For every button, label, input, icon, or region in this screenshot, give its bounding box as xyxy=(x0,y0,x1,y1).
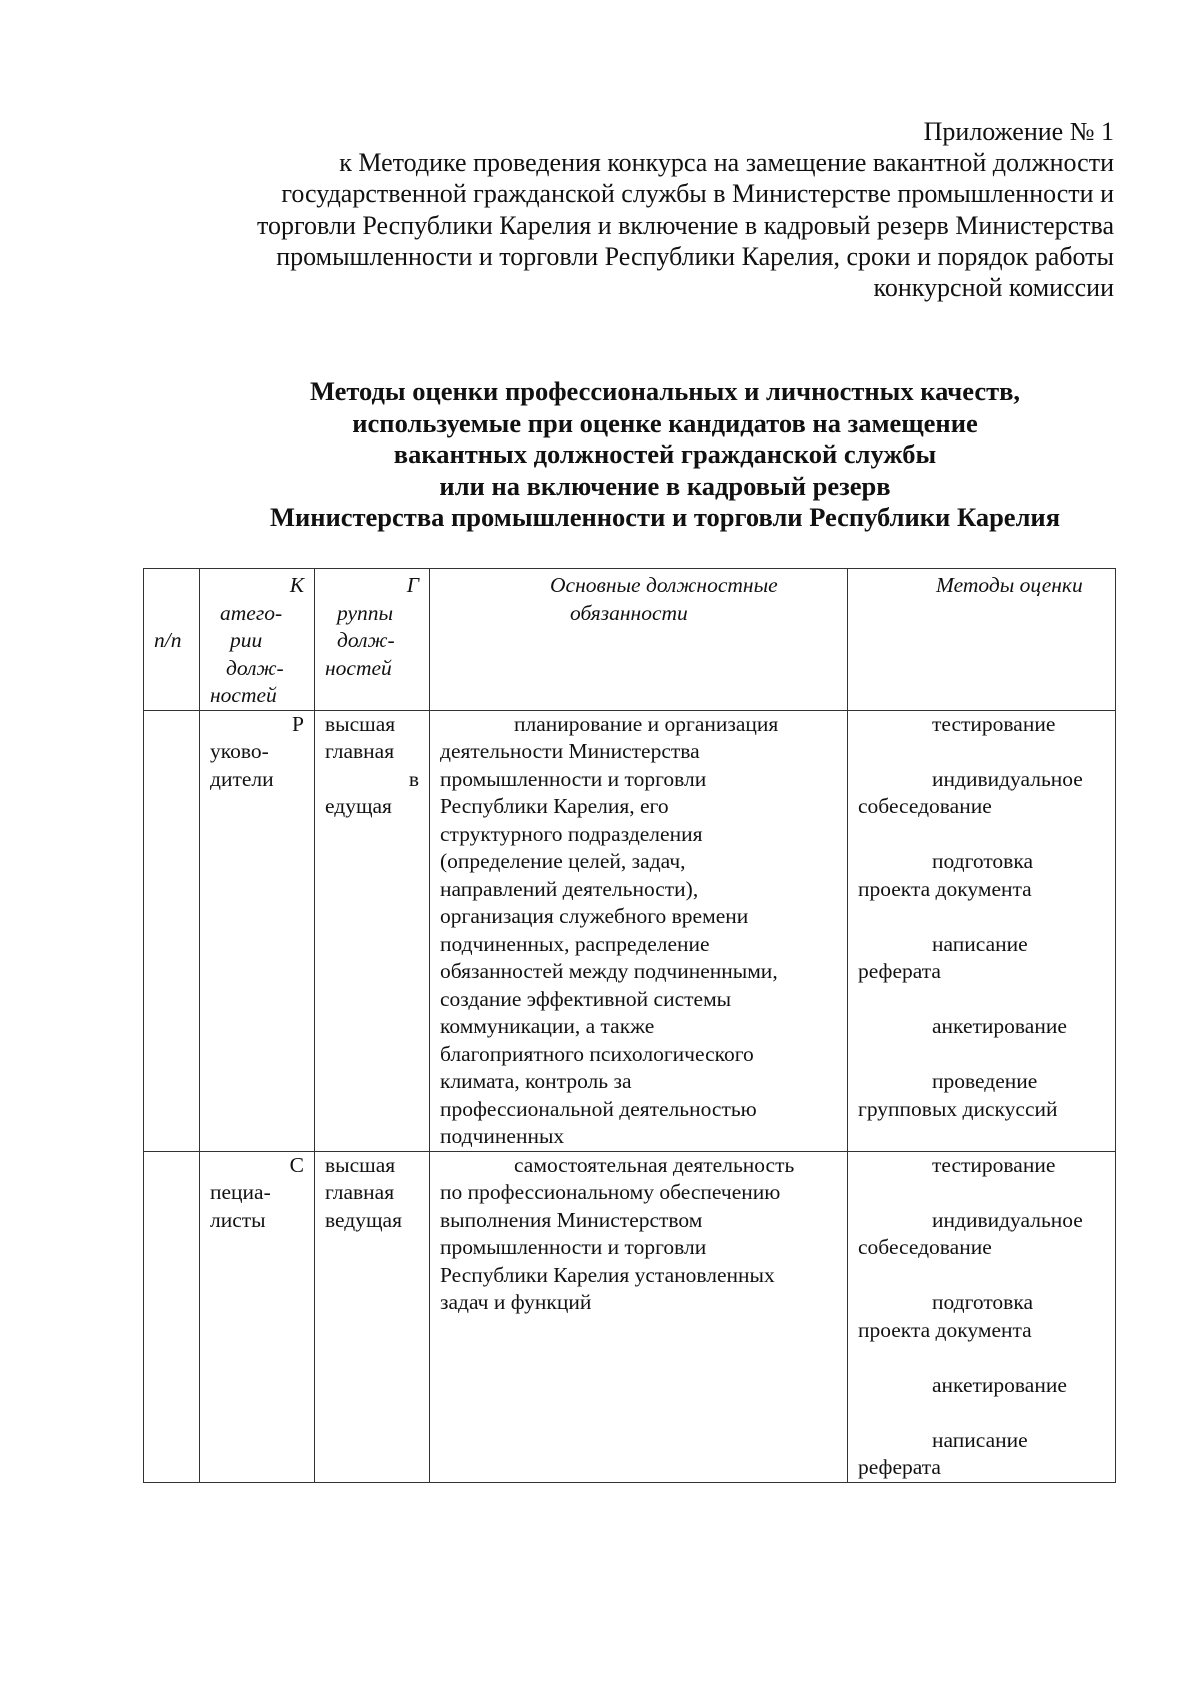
row-duties: самостоятельная деятельность по профессиональному обеспечению выполнения Министерством промышленности и торговли Республики Карелия установленных задач и функций xyxy=(430,1151,848,1482)
header-duties: Основные должностные обязанности xyxy=(430,569,848,711)
title-line: или на включение в кадровый резерв xyxy=(439,470,891,501)
appendix-number: Приложение № 1 xyxy=(923,117,1114,146)
appendix-text-line: промышленности и торговли Республики Карелия, сроки и порядок работы xyxy=(276,241,1114,271)
document-title xyxy=(230,376,1100,534)
row-groups: высшая главная в едущая xyxy=(315,710,430,1151)
row-category: С пециа- листы xyxy=(200,1151,315,1482)
appendix-header xyxy=(154,116,1114,303)
row-groups: высшая главная ведущая xyxy=(315,1151,430,1482)
row-category: Р уково- дители xyxy=(200,710,315,1151)
header-methods: Методы оценки xyxy=(848,569,1116,711)
appendix-text-line: к Методике проведения конкурса на замещение вакантной должности xyxy=(339,148,1114,178)
row-num xyxy=(144,1151,200,1482)
appendix-text-line: конкурсной комиссии xyxy=(873,273,1114,303)
appendix-text-line: торговли Республики Карелия и включение в кадровый резерв Министерства xyxy=(257,210,1114,240)
table-row xyxy=(144,710,1116,1151)
row-methods: тестирование индивидуальное собеседование подготовка проекта документа анкетирование написание реферата xyxy=(848,1151,1116,1482)
row-duties: планирование и организация деятельности Министерства промышленности и торговли Республики Карелия, его структурного подразделения (определение целей, задач, направлений деятельности), организация служебного времени подчиненных, распределение обязанностей между подчиненными, создание эффективной системы коммуникации, а также благоприятного психологического климата, контроль за профессиональной деятельностью подчиненных xyxy=(430,710,848,1151)
title-line: вакантных должностей гражданской службы xyxy=(393,439,937,469)
row-methods: тестирование индивидуальное собеседование подготовка проекта документа написание реферата анкетирование проведение групповых дискуссий xyxy=(848,710,1116,1151)
title-line: Методы оценки профессиональных и личностных качеств, xyxy=(309,376,1021,406)
table-row xyxy=(144,1151,1116,1482)
header-group: Г руппы долж- ностей xyxy=(315,569,430,711)
header-category: К атего- рии долж- ностей xyxy=(200,569,315,711)
table-header-row xyxy=(144,569,1116,711)
title-line: используемые при оценке кандидатов на замещение xyxy=(352,407,978,438)
appendix-text-line: государственной гражданской службы в Министерстве промышленности и xyxy=(281,179,1114,209)
row-num xyxy=(144,710,200,1151)
evaluation-methods-table xyxy=(143,568,1116,1483)
title-line: Министерства промышленности и торговли Республики Карелия xyxy=(269,502,1061,532)
header-num: п/п xyxy=(144,569,200,711)
